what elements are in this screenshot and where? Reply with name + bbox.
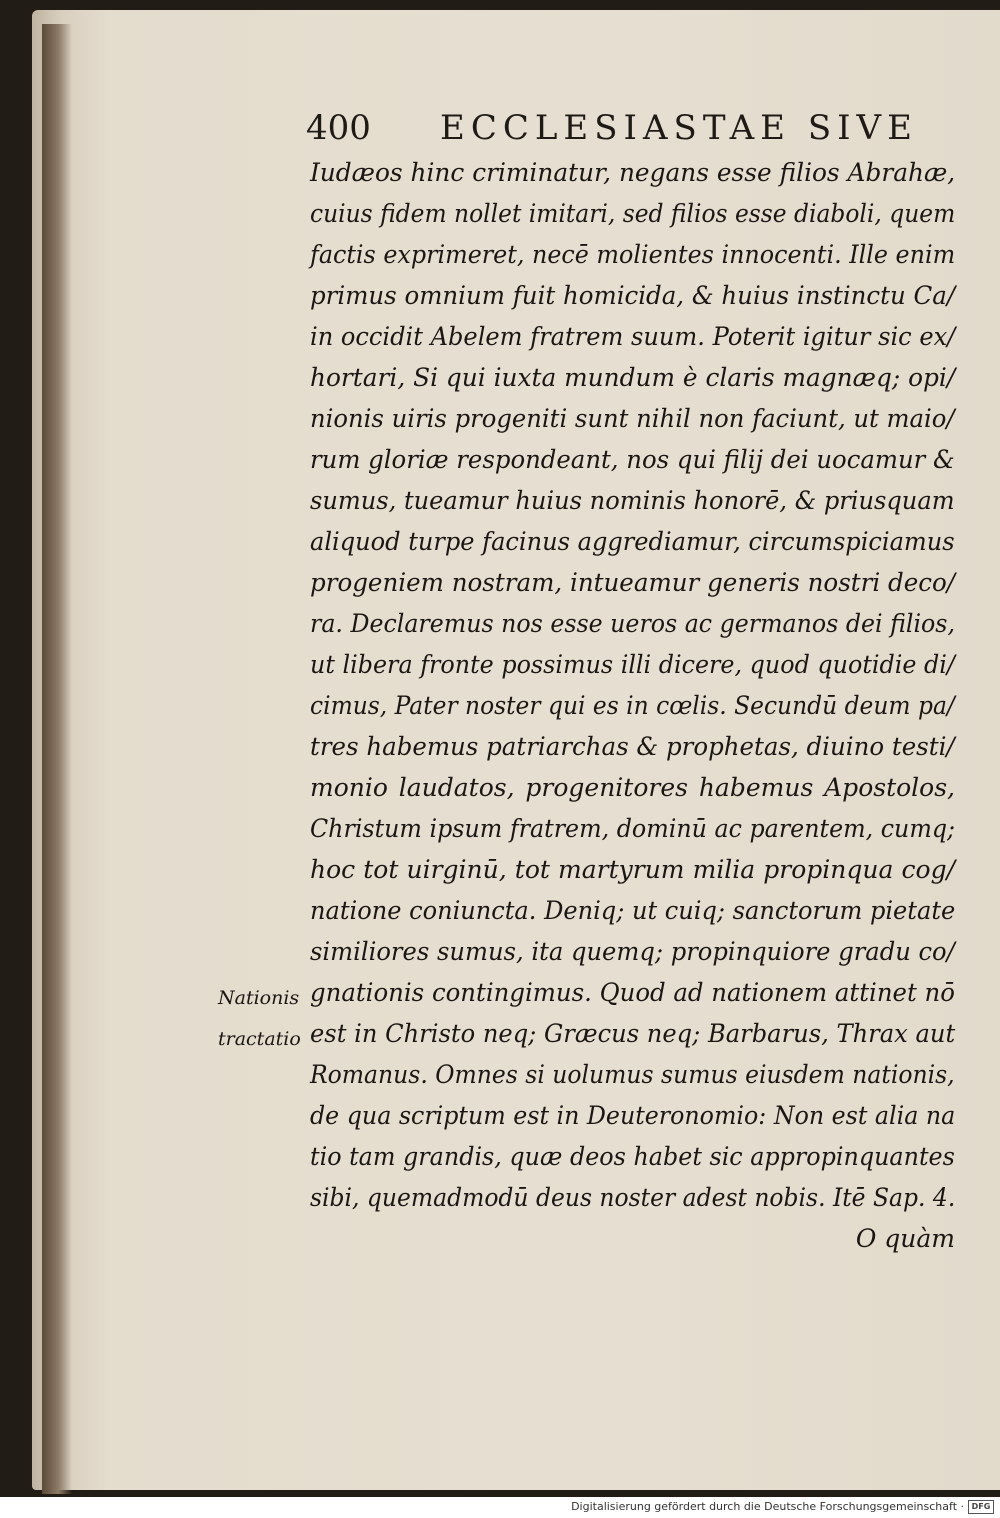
text-line: tio tam grandis, quæ deos habet sic appropinquantes (310, 1142, 955, 1171)
dfg-logo-icon: DFG (968, 1500, 994, 1514)
text-line: cimus, Pater noster qui es in cœlis. Secundū deum pa/ (310, 691, 955, 720)
page-body-text (310, 152, 970, 1259)
running-head: ECCLESIASTAE SIVE (440, 108, 918, 148)
text-line: sumus, tueamur huius nominis honorē, & priusquam (310, 486, 955, 515)
text-line: de qua scriptum est in Deuteronomio: Non est alia na (310, 1101, 956, 1130)
text-line: aliquod turpe facinus aggrediamur, circumspiciamus (310, 527, 955, 556)
text-line: progeniem nostram, intueamur generis nostri deco/ (310, 568, 956, 597)
dfg-credit-text: Digitalisierung gefördert durch die Deutsche Forschungsgemeinschaft · (571, 1500, 964, 1513)
text-line: nionis uiris progeniti sunt nihil non faciunt, ut maio/ (310, 404, 955, 433)
text-line: ra. Declaremus nos esse ueros ac germanos dei filios, (310, 609, 955, 638)
text-line: Christum ipsum fratrem, dominū ac parentem, cumq; (310, 814, 956, 843)
marginal-note-line: Nationis (218, 987, 300, 1009)
text-line: tres habemus patriarchas & prophetas, diuino testi/ (310, 732, 955, 761)
text-line: primus omnium fuit homicida, & huius instinctu Ca/ (310, 281, 956, 310)
text-line: gnationis contingimus. Quod ad nationem attinet nō (310, 978, 955, 1007)
text-line: rum gloriæ respondeant, nos qui filij dei uocamur & (310, 445, 955, 474)
text-line: hoc tot uirginū, tot martyrum milia propinqua cog/ (310, 855, 955, 884)
text-line: similiores sumus, ita quemq; propinquiore gradu co/ (310, 937, 955, 966)
text-line: sibi, quemadmodū deus noster adest nobis. Itē Sap. 4. (310, 1183, 956, 1212)
text-line: monio laudatos, progenitores habemus Apostolos, (310, 773, 955, 802)
text-line: in occidit Abelem fratrem suum. Poterit igitur sic ex/ (310, 322, 956, 351)
text-line: est in Christo neq; Græcus neq; Barbarus, Thrax aut (310, 1019, 956, 1048)
text-line: natione coniuncta. Deniq; ut cuiq; sanctorum pietate (310, 896, 956, 925)
text-line: cuius fidem nollet imitari, sed filios esse diaboli, quem (310, 199, 956, 228)
page-header (306, 102, 966, 152)
text-line: factis exprimeret, necē molientes innocenti. Ille enim (310, 240, 956, 269)
page-number: 400 (306, 108, 371, 148)
text-line: hortari, Si qui iuxta mundum è claris magnæq; opi/ (310, 363, 956, 392)
text-line: Iudæos hinc criminatur, negans esse filios Abrahæ, (310, 158, 956, 187)
catchword-line: O quàm (855, 1224, 955, 1253)
text-line: ut libera fronte possimus illi dicere, quod quotidie di/ (310, 650, 955, 679)
page-gutter (42, 24, 72, 1494)
marginal-note (218, 978, 301, 1060)
text-line: Romanus. Omnes si uolumus sumus eiusdem nationis, (310, 1060, 955, 1089)
marginal-note-line: tractatio (218, 1028, 301, 1050)
digitization-footer (0, 1497, 1000, 1518)
